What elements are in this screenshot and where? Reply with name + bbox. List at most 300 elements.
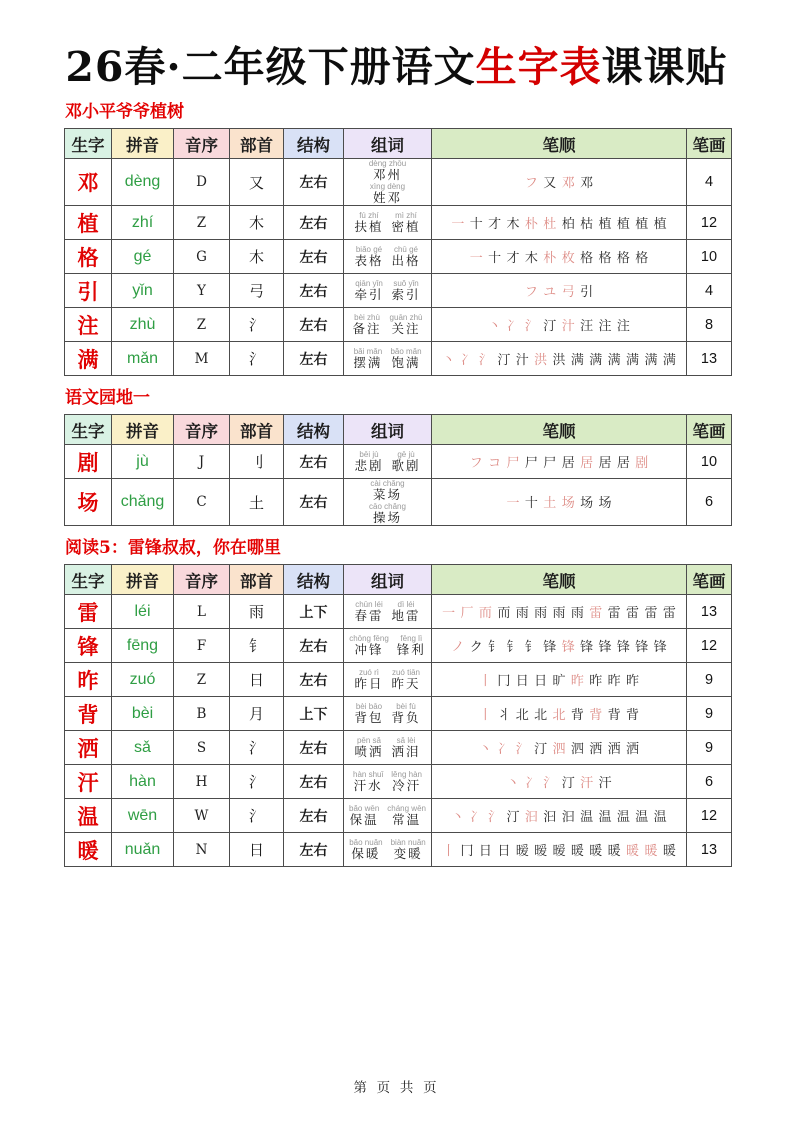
page-title: [0, 44, 793, 90]
word-pinyin: bèi zhù: [354, 313, 380, 322]
stroke-step: 格: [598, 250, 612, 266]
word-group: [354, 245, 383, 268]
stroke-step: 木: [506, 216, 520, 232]
word-pinyin: dèng zhōu: [368, 159, 407, 168]
structure-cell: 左右: [284, 445, 344, 479]
words-cell: [344, 629, 432, 663]
stroke-step: 锋: [543, 639, 557, 655]
stroke-step: 木: [524, 250, 538, 266]
word-group: [354, 668, 383, 691]
stroke-step: 枯: [580, 216, 594, 232]
stroke-step: 暧: [534, 843, 548, 859]
structure-cell: 左右: [284, 159, 344, 206]
column-header: 音序: [174, 565, 230, 595]
pinyin-cell: nuǎn: [112, 833, 174, 867]
pinyin-cell: wēn: [112, 799, 174, 833]
pinyin-cell: yǐn: [112, 274, 174, 308]
structure-cell: 上下: [284, 697, 344, 731]
stroke-step: 洪: [552, 352, 566, 368]
structure-cell: 上下: [284, 595, 344, 629]
table-row: [65, 206, 732, 240]
stroke-step: 暖: [570, 843, 584, 859]
stroke-step: 引: [580, 284, 594, 300]
word-pinyin: bǎo nuǎn: [349, 838, 383, 847]
stroke-step: 丶: [506, 775, 520, 791]
stroke-count-cell: 10: [687, 445, 732, 479]
stroke-step: 朴: [524, 216, 538, 232]
radical-cell: 刂: [230, 445, 284, 479]
word-pinyin: bèi fù: [396, 702, 416, 711]
stroke-step: 丶: [478, 741, 492, 757]
stroke-step: 日: [478, 843, 492, 859]
word-group: [370, 479, 404, 502]
stroke-step: 满: [626, 352, 640, 368]
word-pinyin: chūn léi: [355, 600, 383, 609]
stroke-step: 冫: [524, 775, 538, 791]
stroke-order-cell: [432, 308, 687, 342]
radical-cell: 氵: [230, 799, 284, 833]
stroke-step: 暧: [515, 843, 529, 859]
stroke-step: 十: [469, 216, 483, 232]
stroke-step: 植: [598, 216, 612, 232]
words-cell: [344, 159, 432, 206]
pinyin-cell: hàn: [112, 765, 174, 799]
alpha-index-cell: M: [174, 342, 230, 376]
character-cell: 洒: [65, 731, 112, 765]
stroke-step: 尸: [543, 455, 557, 471]
word-pinyin: bēi jù: [359, 450, 379, 459]
pinyin-cell: zuó: [112, 663, 174, 697]
column-header: 拼音: [112, 415, 174, 445]
word-group: [354, 702, 383, 725]
word-group: [353, 770, 383, 793]
character-cell: 雷: [65, 595, 112, 629]
word-pinyin: fú zhí: [359, 211, 379, 220]
stroke-step: 柏: [561, 216, 575, 232]
stroke-step: 汀: [497, 352, 511, 368]
word-characters: 扶植: [354, 220, 384, 234]
column-header: 笔顺: [432, 129, 687, 159]
word-characters: 姓邓: [372, 191, 402, 205]
stroke-step: 昨: [570, 673, 584, 689]
stroke-step: 锋: [635, 639, 649, 655]
stroke-step: 氵: [543, 775, 557, 791]
column-header: 生字: [65, 565, 112, 595]
stroke-step: 洒: [589, 741, 603, 757]
word-group: [390, 347, 421, 370]
column-header: 笔画: [687, 415, 732, 445]
stroke-step: 氵: [515, 741, 529, 757]
alpha-index-cell: Z: [174, 206, 230, 240]
stroke-step: 钅: [506, 639, 520, 655]
word-characters: 洒泪: [391, 745, 421, 759]
stroke-step: 锋: [653, 639, 667, 655]
word-pinyin: biàn nuǎn: [390, 838, 426, 847]
pinyin-cell: zhù: [112, 308, 174, 342]
word-characters: 冷汗: [392, 779, 422, 793]
stroke-step: 满: [570, 352, 584, 368]
stroke-step: 满: [607, 352, 621, 368]
stroke-order-cell: [432, 342, 687, 376]
stroke-step: 居: [561, 455, 575, 471]
stroke-step: 日: [497, 843, 511, 859]
alpha-index-cell: D: [174, 159, 230, 206]
word-characters: 邓州: [372, 168, 402, 182]
radical-cell: 木: [230, 240, 284, 274]
word-characters: 表格: [354, 254, 384, 268]
stroke-step: 丨: [478, 707, 492, 723]
column-header: 拼音: [112, 129, 174, 159]
stroke-step: コ: [488, 455, 502, 471]
stroke-step: 背: [589, 707, 603, 723]
stroke-step: 汁: [515, 352, 529, 368]
word-characters: 喷洒: [354, 745, 384, 759]
stroke-step: 汀: [543, 318, 557, 334]
stroke-step: 氵: [488, 809, 502, 825]
stroke-count-cell: 13: [687, 595, 732, 629]
word-pinyin: lěng hàn: [391, 770, 422, 779]
table-row: [65, 765, 732, 799]
structure-cell: 左右: [284, 731, 344, 765]
stroke-count-cell: 8: [687, 308, 732, 342]
words-cell: [344, 342, 432, 376]
structure-cell: 左右: [284, 765, 344, 799]
word-characters: 地雷: [391, 609, 421, 623]
stroke-order-cell: [432, 206, 687, 240]
table-row: [65, 663, 732, 697]
word-pinyin: mì zhí: [395, 211, 417, 220]
stroke-step: 背: [626, 707, 640, 723]
stroke-count-cell: 9: [687, 697, 732, 731]
pinyin-cell: jù: [112, 445, 174, 479]
stroke-count-cell: 6: [687, 479, 732, 526]
word-group: [354, 279, 383, 302]
word-pinyin: chū gé: [393, 245, 419, 254]
stroke-step: 场: [561, 496, 575, 511]
word-pinyin: qiān yǐn: [355, 279, 383, 288]
pinyin-cell: fēng: [112, 629, 174, 663]
stroke-step: 汩: [561, 809, 575, 825]
stroke-step: 泗: [570, 741, 584, 757]
word-pinyin: fēng lì: [400, 634, 423, 643]
stroke-step: 才: [488, 216, 502, 232]
radical-cell: 木: [230, 206, 284, 240]
column-header: 音序: [174, 129, 230, 159]
stroke-step: 一: [506, 496, 520, 511]
alpha-index-cell: Z: [174, 308, 230, 342]
stroke-step: 暖: [626, 843, 640, 859]
stroke-step: 植: [635, 216, 649, 232]
word-pinyin: suǒ yǐn: [393, 279, 419, 288]
stroke-count-cell: 13: [687, 833, 732, 867]
table-header-row: [65, 415, 732, 445]
alpha-index-cell: C: [174, 479, 230, 526]
character-table: [64, 128, 732, 376]
word-characters: 昨天: [391, 677, 421, 691]
stroke-step: 背: [570, 707, 584, 723]
stroke-step: 场: [580, 496, 594, 511]
stroke-step: 朴: [543, 250, 557, 266]
character-cell: 剧: [65, 445, 112, 479]
pinyin-cell: sǎ: [112, 731, 174, 765]
character-cell: 满: [65, 342, 112, 376]
stroke-step: 格: [616, 250, 630, 266]
pinyin-cell: chǎng: [112, 479, 174, 526]
word-characters: 索引: [391, 288, 421, 302]
radical-cell: 日: [230, 663, 284, 697]
character-cell: 汗: [65, 765, 112, 799]
table-row: [65, 833, 732, 867]
word-characters: 饱满: [391, 356, 421, 370]
column-header: 结构: [284, 565, 344, 595]
word-group: [369, 502, 406, 525]
word-characters: 变暖: [393, 847, 423, 861]
pinyin-cell: gé: [112, 240, 174, 274]
stroke-count-cell: 13: [687, 342, 732, 376]
stroke-step: 雷: [662, 605, 676, 621]
word-characters: 牵引: [354, 288, 384, 302]
stroke-step: 满: [589, 352, 603, 368]
character-table: [64, 414, 732, 526]
word-group: [391, 838, 426, 861]
word-group: [392, 736, 421, 759]
alpha-index-cell: J: [174, 445, 230, 479]
stroke-step: 钅: [524, 639, 538, 655]
stroke-step: 汀: [506, 809, 520, 825]
word-group: [370, 182, 405, 205]
stroke-count-cell: 12: [687, 799, 732, 833]
stroke-step: 注: [598, 318, 612, 334]
stroke-step: 居: [598, 455, 612, 471]
alpha-index-cell: W: [174, 799, 230, 833]
stroke-step: 雨: [534, 605, 548, 621]
stroke-step: 丶: [488, 318, 502, 334]
stroke-step: 而: [478, 605, 492, 621]
stroke-step: 汗: [598, 775, 612, 791]
alpha-index-cell: Z: [174, 663, 230, 697]
stroke-step: 又: [543, 176, 557, 191]
pinyin-cell: zhí: [112, 206, 174, 240]
stroke-step: 北: [534, 707, 548, 723]
word-group: [349, 838, 382, 861]
page-title-part2: 课课贴: [601, 43, 728, 91]
stroke-order-cell: [432, 799, 687, 833]
table-row: [65, 479, 732, 526]
word-characters: 保暖: [351, 847, 381, 861]
stroke-count-cell: 12: [687, 629, 732, 663]
table-row: [65, 240, 732, 274]
stroke-step: フ: [469, 455, 483, 471]
stroke-step: 丶: [451, 809, 465, 825]
stroke-step: 枚: [561, 250, 575, 266]
column-header: 笔画: [687, 565, 732, 595]
word-pinyin: bǎo wēn: [349, 804, 380, 813]
table-row: [65, 274, 732, 308]
column-header: 部首: [230, 415, 284, 445]
word-group: [391, 770, 422, 793]
word-characters: 菜场: [372, 488, 402, 502]
word-pinyin: zuó rì: [358, 668, 379, 677]
page-title-part1: 26春·二年级下册语文: [65, 43, 476, 91]
stroke-step: 一: [469, 250, 483, 266]
column-header: 组词: [344, 129, 432, 159]
stroke-step: 汩: [524, 809, 538, 825]
column-header: 结构: [284, 415, 344, 445]
radical-cell: 氵: [230, 342, 284, 376]
word-pinyin: gē jù: [397, 450, 415, 459]
word-characters: 悲剧: [354, 459, 384, 473]
word-characters: 锋利: [396, 643, 426, 657]
stroke-order-cell: [432, 697, 687, 731]
character-cell: 昨: [65, 663, 112, 697]
table-row: [65, 445, 732, 479]
stroke-order-cell: [432, 629, 687, 663]
stroke-step: 雷: [589, 605, 603, 621]
stroke-step: 丨: [442, 843, 456, 859]
word-group: [387, 804, 426, 827]
pinyin-cell: léi: [112, 595, 174, 629]
alpha-index-cell: B: [174, 697, 230, 731]
word-pinyin: cháng wēn: [387, 804, 426, 813]
column-header: 音序: [174, 415, 230, 445]
stroke-count-cell: 6: [687, 765, 732, 799]
words-cell: [344, 799, 432, 833]
word-pinyin: sǎ lèi: [396, 736, 416, 745]
word-pinyin: guān zhù: [389, 313, 423, 322]
stroke-order-cell: [432, 274, 687, 308]
stroke-step: 尸: [506, 455, 520, 471]
stroke-step: 丶: [442, 352, 456, 368]
radical-cell: 月: [230, 697, 284, 731]
structure-cell: 左右: [284, 629, 344, 663]
stroke-step: 氵: [524, 318, 538, 334]
stroke-step: 植: [653, 216, 667, 232]
structure-cell: 左右: [284, 663, 344, 697]
word-group: [354, 736, 383, 759]
stroke-step: 丨: [478, 673, 492, 689]
alpha-index-cell: G: [174, 240, 230, 274]
stroke-step: 温: [598, 809, 612, 825]
words-cell: [344, 308, 432, 342]
word-group: [354, 450, 383, 473]
stroke-step: フ: [524, 176, 538, 191]
stroke-step: 格: [580, 250, 594, 266]
column-header: 组词: [344, 565, 432, 595]
stroke-step: 雨: [552, 605, 566, 621]
words-cell: [344, 663, 432, 697]
words-cell: [344, 697, 432, 731]
radical-cell: 土: [230, 479, 284, 526]
stroke-step: 旷: [552, 673, 566, 689]
words-cell: [344, 445, 432, 479]
stroke-step: 暖: [644, 843, 658, 859]
stroke-step: 场: [598, 496, 612, 511]
stroke-step: 温: [580, 809, 594, 825]
stroke-order-cell: [432, 240, 687, 274]
word-pinyin: bèi bāo: [355, 702, 383, 711]
page-footer: 第 页 共 页: [353, 1080, 440, 1095]
stroke-step: 植: [616, 216, 630, 232]
pinyin-cell: bèi: [112, 697, 174, 731]
stroke-step: 十: [524, 496, 538, 511]
stroke-step: 雷: [626, 605, 640, 621]
stroke-step: 冫: [469, 809, 483, 825]
section-heading: 阅读5：雷锋叔叔，你在哪里: [65, 538, 281, 558]
word-pinyin: cài chǎng: [370, 479, 405, 488]
stroke-order-cell: [432, 479, 687, 526]
stroke-step: 冂: [497, 673, 511, 689]
stroke-step: 锋: [598, 639, 612, 655]
stroke-order-cell: [432, 159, 687, 206]
stroke-step: 冫: [497, 741, 511, 757]
word-characters: 常温: [392, 813, 422, 827]
stroke-count-cell: 4: [687, 274, 732, 308]
word-group: [354, 211, 383, 234]
word-characters: 背包: [354, 711, 384, 725]
stroke-step: 锋: [580, 639, 594, 655]
stroke-step: 汩: [543, 809, 557, 825]
stroke-step: 土: [543, 496, 557, 511]
stroke-step: 氵: [478, 352, 492, 368]
alpha-index-cell: F: [174, 629, 230, 663]
word-group: [353, 313, 382, 336]
radical-cell: 氵: [230, 765, 284, 799]
word-characters: 操场: [372, 511, 402, 525]
character-cell: 引: [65, 274, 112, 308]
character-cell: 锋: [65, 629, 112, 663]
column-header: 部首: [230, 129, 284, 159]
word-characters: 密植: [391, 220, 421, 234]
stroke-step: 汁: [561, 318, 575, 334]
character-cell: 温: [65, 799, 112, 833]
stroke-order-cell: [432, 731, 687, 765]
table-row: [65, 731, 732, 765]
stroke-step: 冫: [506, 318, 520, 334]
word-characters: 摆满: [353, 356, 383, 370]
word-group: [390, 313, 423, 336]
pinyin-cell: mǎn: [112, 342, 174, 376]
table-row: [65, 308, 732, 342]
stroke-step: 冂: [460, 843, 474, 859]
stroke-step: 雨: [515, 605, 529, 621]
stroke-step: 才: [506, 250, 520, 266]
structure-cell: 左右: [284, 206, 344, 240]
alpha-index-cell: N: [174, 833, 230, 867]
words-cell: [344, 274, 432, 308]
word-characters: 备注: [352, 322, 382, 336]
character-cell: 注: [65, 308, 112, 342]
stroke-step: 北: [552, 707, 566, 723]
word-group: [392, 450, 421, 473]
word-characters: 出格: [391, 254, 421, 268]
character-cell: 暖: [65, 833, 112, 867]
table-row: [65, 595, 732, 629]
word-pinyin: dì léi: [397, 600, 415, 609]
word-group: [353, 347, 382, 370]
word-characters: 背负: [391, 711, 421, 725]
sections-container: [64, 103, 731, 867]
structure-cell: 左右: [284, 274, 344, 308]
table-header-row: [65, 565, 732, 595]
stroke-step: 雨: [570, 605, 584, 621]
stroke-step: 十: [488, 250, 502, 266]
word-characters: 保温: [349, 813, 379, 827]
words-cell: [344, 479, 432, 526]
words-cell: [344, 833, 432, 867]
stroke-step: 洒: [607, 741, 621, 757]
character-table: [64, 564, 732, 867]
stroke-step: 洪: [534, 352, 548, 368]
